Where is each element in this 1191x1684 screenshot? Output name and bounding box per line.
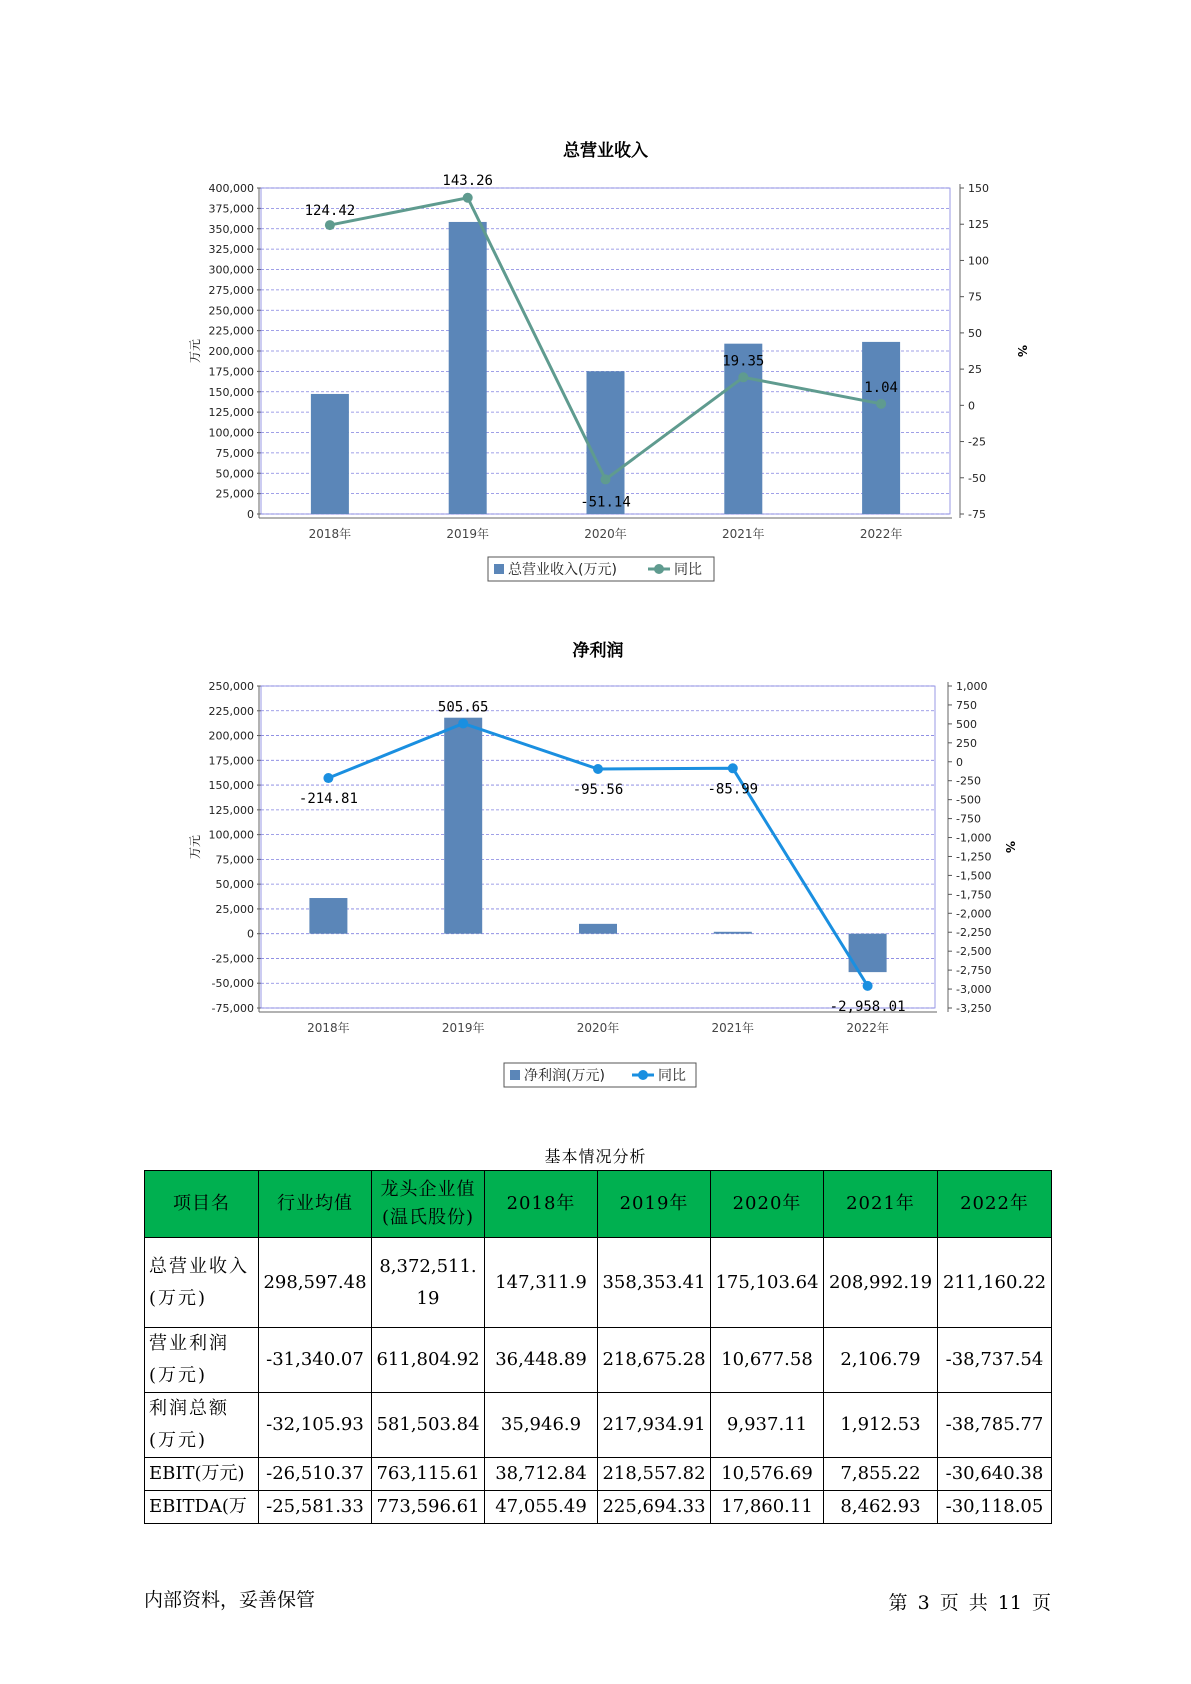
y2-tick-label: -250	[956, 774, 981, 788]
y-tick-label: 375,000	[208, 202, 254, 216]
cell: 147,311.9	[485, 1238, 598, 1328]
footer-page-number: 第 3 页 共 11 页	[888, 1592, 1051, 1614]
data-label: 505.65	[437, 699, 489, 716]
cell: 581,503.84	[372, 1393, 485, 1458]
cell: 218,675.28	[598, 1328, 711, 1393]
y2-tick-label: -3,250	[956, 1002, 992, 1015]
cell: 298,597.48	[259, 1238, 372, 1328]
cell: 611,804.92	[372, 1328, 485, 1393]
header-leader-value: 龙头企业值(温氏股份)	[372, 1171, 485, 1238]
legend-bar-label: 总营业收入(万元)	[508, 562, 617, 578]
line-point	[458, 718, 468, 728]
y-tick-label: -50,000	[211, 977, 254, 991]
table-row	[145, 1491, 1052, 1524]
bar	[579, 924, 617, 934]
y2-tick-label: -75	[968, 508, 986, 521]
y2-tick-label: -50	[968, 471, 986, 485]
x-tick-label: 2018年	[308, 527, 352, 541]
legend-bar-swatch	[510, 1070, 520, 1080]
x-tick-label: 2021年	[722, 527, 765, 541]
y-tick-label: 75,000	[215, 853, 254, 867]
cell: -26,510.37	[259, 1458, 372, 1491]
data-label: 143.26	[442, 172, 493, 189]
y2-axis-title: %	[1015, 344, 1029, 358]
y-tick-label: 325,000	[208, 243, 254, 257]
cell: 10,677.58	[711, 1328, 824, 1393]
table-header-row	[145, 1171, 1052, 1238]
header-2019: 2019年	[598, 1171, 711, 1238]
cell: -30,640.38	[938, 1458, 1052, 1491]
y-axis-title: 万元	[188, 834, 202, 860]
y2-tick-label: 0	[968, 399, 975, 413]
table-row	[145, 1458, 1052, 1491]
y-tick-label: 0	[247, 927, 254, 941]
row-name: 总营业收入(万元)	[145, 1238, 259, 1328]
data-label: 19.35	[722, 353, 765, 370]
cell: 38,712.84	[485, 1458, 598, 1491]
x-tick-label: 2019年	[441, 1021, 485, 1035]
y-tick-label: 275,000	[208, 283, 254, 297]
y2-tick-label: -750	[956, 812, 981, 826]
bar	[444, 718, 482, 934]
y-tick-label: 350,000	[208, 222, 254, 236]
basic-analysis-table	[144, 1170, 1052, 1524]
line-point	[728, 763, 738, 773]
y-tick-label: 225,000	[208, 324, 254, 338]
cell: 47,055.49	[485, 1491, 598, 1524]
line-point	[463, 193, 473, 203]
y2-tick-label: -1,500	[956, 869, 992, 883]
y2-tick-label: 125	[968, 218, 989, 232]
table-caption: 基本情况分析	[544, 1147, 647, 1166]
cell: 763,115.61	[372, 1458, 485, 1491]
table-row	[145, 1238, 1052, 1328]
line-point	[601, 474, 611, 484]
cell: -31,340.07	[259, 1328, 372, 1393]
cell: 208,992.19	[824, 1238, 938, 1328]
cell: -38,737.54	[938, 1328, 1052, 1393]
bar	[309, 898, 347, 934]
x-tick-label: 2020年	[584, 527, 627, 541]
header-2022: 2022年	[938, 1171, 1052, 1238]
y2-axis-title: %	[1003, 840, 1017, 854]
cell: 9,937.11	[711, 1393, 824, 1458]
y-tick-label: 100,000	[208, 828, 254, 842]
bar	[587, 371, 625, 514]
cell: 8,462.93	[824, 1491, 938, 1524]
y-tick-label: 50,000	[215, 878, 254, 892]
y2-tick-label: -25	[968, 435, 986, 449]
y-tick-label: 225,000	[208, 704, 254, 718]
y-tick-label: 125,000	[208, 406, 254, 420]
cell: 7,855.22	[824, 1458, 938, 1491]
y2-tick-label: -500	[956, 793, 981, 807]
legend-bar-swatch	[494, 564, 504, 574]
cell: 1,912.53	[824, 1393, 938, 1458]
y2-tick-label: 25	[968, 363, 982, 377]
chart-title: 净利润	[572, 641, 624, 661]
y-tick-label: 25,000	[215, 902, 254, 916]
y2-tick-label: 1,000	[956, 680, 988, 693]
header-2018: 2018年	[485, 1171, 598, 1238]
line-point	[876, 399, 886, 409]
line-series	[328, 723, 867, 985]
cell: 17,860.11	[711, 1491, 824, 1524]
row-name: EBITDA(万	[145, 1491, 259, 1524]
revenue-chart-svg	[0, 130, 1191, 600]
table-row	[145, 1393, 1052, 1458]
y-tick-label: 200,000	[208, 345, 254, 358]
bar	[862, 342, 900, 514]
data-label: -2,958.01	[829, 998, 906, 1015]
y2-tick-label: 100	[968, 254, 989, 268]
data-label: -85.99	[707, 781, 759, 798]
y2-tick-label: -3,000	[956, 983, 992, 997]
y-tick-label: 175,000	[208, 754, 254, 768]
y-tick-label: 25,000	[215, 487, 254, 501]
cell: 2,106.79	[824, 1328, 938, 1393]
cell: -32,105.93	[259, 1393, 372, 1458]
data-label: 124.42	[304, 203, 356, 220]
line-point	[325, 220, 335, 230]
y2-tick-label: 0	[956, 755, 963, 769]
y-tick-label: 50,000	[215, 467, 254, 481]
y2-tick-label: 500	[956, 717, 977, 731]
y-axis-title: 万元	[188, 338, 202, 364]
revenue-chart	[0, 130, 1191, 600]
line-point	[593, 764, 603, 774]
y-tick-label: 100,000	[208, 426, 254, 440]
y-tick-label: 75,000	[215, 446, 254, 460]
y-tick-label: 150,000	[208, 779, 254, 793]
x-tick-label: 2020年	[576, 1021, 620, 1035]
cell: 358,353.41	[598, 1238, 711, 1328]
y-tick-label: 150,000	[208, 385, 254, 399]
x-tick-label: 2018年	[307, 1021, 350, 1035]
y2-tick-label: 150	[968, 182, 989, 195]
y2-tick-label: -1,750	[956, 888, 992, 902]
x-tick-label: 2021年	[711, 1021, 755, 1035]
table-row	[145, 1328, 1052, 1393]
net-profit-chart-svg	[0, 630, 1191, 1100]
y-tick-label: 250,000	[208, 680, 254, 693]
x-tick-label: 2019年	[446, 527, 489, 541]
y-tick-label: 400,000	[208, 182, 254, 195]
cell: 773,596.61	[372, 1491, 485, 1524]
cell: 175,103.64	[711, 1238, 824, 1328]
cell: 218,557.82	[598, 1458, 711, 1491]
bar	[449, 222, 487, 514]
x-tick-label: 2022年	[846, 1021, 889, 1035]
header-item-name: 项目名	[145, 1171, 259, 1238]
y2-tick-label: -2,000	[956, 907, 992, 921]
cell: -25,581.33	[259, 1491, 372, 1524]
y2-tick-label: 250	[956, 736, 977, 750]
header-2020: 2020年	[711, 1171, 824, 1238]
y2-tick-label: 75	[968, 290, 982, 304]
header-industry-avg: 行业均值	[259, 1171, 372, 1238]
data-label: -95.56	[572, 782, 624, 799]
data-label: -51.14	[580, 494, 631, 511]
y2-tick-label: -2,750	[956, 964, 992, 978]
legend-line-label: 同比	[658, 1068, 686, 1084]
y2-tick-label: -2,500	[956, 945, 992, 959]
bar	[714, 932, 752, 934]
net-profit-chart	[0, 630, 1191, 1100]
legend-bar-label: 净利润(万元)	[524, 1068, 605, 1084]
y2-tick-label: 50	[968, 326, 982, 340]
y-tick-label: 300,000	[208, 263, 254, 277]
y-tick-label: 0	[247, 508, 254, 521]
y2-tick-label: -2,250	[956, 926, 992, 940]
line-point	[863, 981, 873, 991]
cell: -30,118.05	[938, 1491, 1052, 1524]
y2-tick-label: -1,250	[956, 850, 992, 864]
y2-tick-label: 750	[956, 698, 977, 712]
footer-confidential-note: 内部资料，妥善保管	[144, 1589, 316, 1611]
cell: 217,934.91	[598, 1393, 711, 1458]
line-point	[323, 773, 333, 783]
y-tick-label: -25,000	[211, 952, 254, 966]
row-name: 营业利润(万元)	[145, 1328, 259, 1393]
cell: 36,448.89	[485, 1328, 598, 1393]
y-tick-label: 250,000	[208, 304, 254, 318]
cell: 35,946.9	[485, 1393, 598, 1458]
data-label: 1.04	[864, 379, 898, 396]
plot-area	[261, 686, 935, 1008]
cell: -38,785.77	[938, 1393, 1052, 1458]
y-tick-label: 175,000	[208, 365, 254, 379]
y-tick-label: 125,000	[208, 803, 254, 817]
y2-tick-label: -1,000	[956, 831, 992, 845]
row-name: 利润总额(万元)	[145, 1393, 259, 1458]
cell: 225,694.33	[598, 1491, 711, 1524]
legend-line-marker	[638, 1070, 648, 1080]
x-tick-label: 2022年	[859, 527, 903, 541]
line-point	[738, 372, 748, 382]
legend-line-label: 同比	[674, 562, 702, 578]
data-label: -214.81	[298, 791, 358, 808]
cell: 211,160.22	[938, 1238, 1052, 1328]
row-name: EBIT(万元)	[145, 1458, 259, 1491]
cell: 10,576.69	[711, 1458, 824, 1491]
cell: 8,372,511.19	[372, 1238, 485, 1328]
y-tick-label: 200,000	[208, 729, 254, 743]
chart-title: 总营业收入	[563, 141, 648, 161]
header-2021: 2021年	[824, 1171, 938, 1238]
y-tick-label: -75,000	[211, 1002, 254, 1015]
bar	[311, 394, 349, 514]
legend-line-marker	[654, 564, 664, 574]
